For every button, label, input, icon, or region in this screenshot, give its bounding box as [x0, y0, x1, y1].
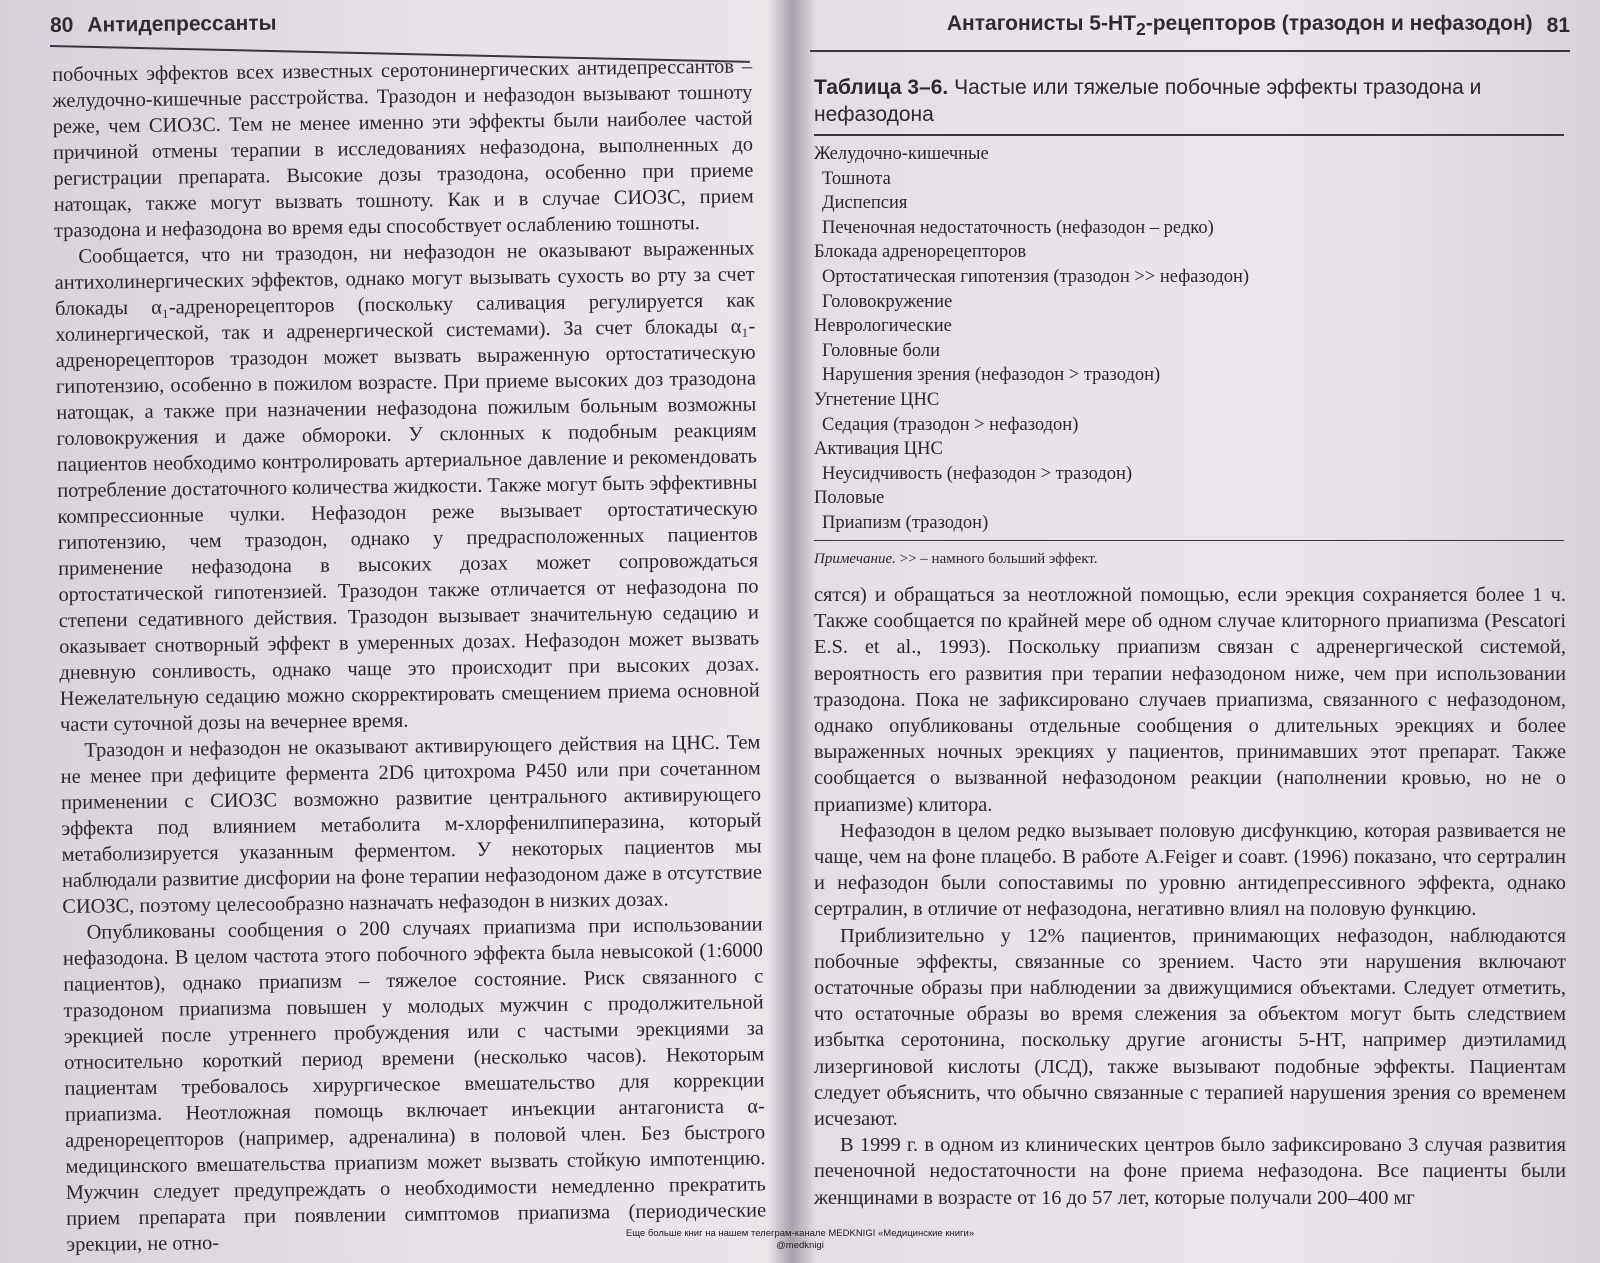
table-note-label: Примечание. [814, 551, 896, 567]
table-item-row: Седация (тразодон > нефазодон) [822, 414, 1079, 435]
table-category-row: Активация ЦНС [814, 439, 943, 460]
telegram-watermark [600, 1228, 1000, 1252]
table-label: Таблица 3–6. [814, 76, 949, 99]
left-page-number: 80 [49, 13, 74, 37]
table-category-row: Половые [814, 488, 885, 509]
side-effects-table [814, 74, 1564, 568]
table-item-row: Печеночная недостаточность (нефазодон – редко) [822, 217, 1214, 238]
table-item-row: Диспепсия [822, 193, 908, 214]
right-head-rule [810, 50, 1570, 52]
right-page [780, 0, 1600, 1263]
right-running-title-sub: 2 [1135, 19, 1146, 40]
table-category-row: Желудочно-кишечные [814, 144, 989, 164]
table-note-text: >> – намного больший эффект. [895, 551, 1098, 567]
right-paragraph-4: В 1999 г. в одном из клинических центров было зафиксировано 3 случая развития печеночной недостаточности на фоне приема нефазодона. Все пациенты были женщинами в возрасте от 16 до 57 лет, которые получали 200–400 мг [814, 1134, 1566, 1209]
table-rows [814, 142, 1564, 536]
left-running-title: Антидепрессанты [87, 11, 277, 37]
right-running-head [810, 8, 1570, 44]
left-body-text [52, 53, 767, 1257]
right-page-number: 81 [1546, 14, 1570, 37]
table-caption: Частые или тяжелые побочные эффекты тразодона и нефазодона [814, 76, 1482, 126]
left-page [0, 0, 780, 1263]
left-running-head [50, 1, 750, 44]
table-note [814, 551, 1564, 568]
table-title [814, 74, 1564, 128]
table-item-row: Головные боли [822, 340, 941, 361]
table-top-rule [814, 134, 1564, 136]
right-paragraph-1: сятся) и обращаться за неотложной помощью, если эрекция сохраняется более 1 ч. Также сообщается по крайней мере об одном случае клиторного приапизма (Pescatori E.S. et al., 1993). Поскольку приапизм связан с адренергической системой, вероятность его развития при терапии нефазодоном ниже, чем при использовании тразодона. Пока не зафиксировано случаев приапизма, связанного с нефазодоном, однако опубликованы отдельные сообщения о длительных эрекциях и более выраженных ночных эрекциях у пациентов, принимавших этот препарат. Также сообщается о вызванной нефазодоном реакции (наполнении кровью, но не о приапизме) клитора. [814, 584, 1566, 816]
table-item-row: Тошнота [822, 168, 891, 189]
right-paragraph-2: Нефазодон в целом редко вызывает половую дисфункцию, которая развивается не чаще, чем на фоне плацебо. В работе A.Feiger и соавт. (1996) показано, что сертралин и нефазодон были сопоставимы по уровню антидепрессивного эффекта, однако сертралин, в отличие от нефазодона, негативно влиял на половую функцию. [814, 819, 1566, 921]
table-item-row: Головокружение [822, 291, 953, 312]
right-running-title-rest: -рецепторов (тразодон и нефазодон) [1145, 11, 1533, 35]
left-paragraph-1: побочных эффектов всех известных серотонинергических антидепрессантов – желудочно-кишечные расстройства. Тразодон и нефазодон вызывают тошноту реже, чем СИОЗС. Тем не менее именно эти эффекты были наиболее частой причиной отмены терапии в исследованиях нефазодона, выполненных до регистрации препарата. Высокие дозы тразодона, особенно при приеме натощак, также могут вызвать тошноту. Как и в случае СИОЗС, прием тразодона и нефазодона во время еды способствует ослаблению тошноты. [52, 55, 754, 242]
watermark-line-1: Еще больше книг на нашем телеграм-канале MEDKNIGI «Медицинские книги» [625, 1228, 975, 1239]
right-running-title [947, 12, 1533, 40]
right-paragraph-3: Приблизительно у 12% пациентов, принимающих нефазодон, наблюдаются побочные эффекты, связанные со зрением. Часто эти нарушения включают остаточные образы при наблюдении за движущимися объектами. Следует отметить, что остаточные образы во время слежения за объектом могут быть следствием избытка серотонина, поскольку другие агонисты 5-HT, например диэтиламид лизергиновой кислоты (ЛСД), также вызывают подобные эффекты. Пациентам следует объяснить, что обычно связанные с терапией нарушения зрения со временем исчезают. [814, 924, 1566, 1131]
watermark-line-2: @medknigi [776, 1240, 824, 1251]
table-item-row: Неусидчивость (нефазодон > тразодон) [822, 463, 1133, 484]
table-item-row: Ортостатическая гипотензия (тразодон >> нефазодон) [822, 266, 1250, 287]
left-paragraph-2: Сообщается, что ни тразодон, ни нефазодон не оказывают выраженных антихолинергических эффектов, однако могут вызывать сухость во рту за счет блокады α₁-адренорецепторов (поскольку саливация регулируется как холинергической, так и адренергической системами). За счет блокады α₁-адренорецепторов тразодон может вызвать выраженную ортостатическую гипотензию, особенно в пожилом возрасте. При приеме высоких доз тразодона натощак, а также при назначении нефазодона пожилым больным возможны головокружения и даже обмороки. У склонных к подобным реакциям пациентов необходимо контролировать артериальное давление и рекомендовать потребление достаточного количества жидкости. Также могут быть эффективны компрессионные чулки. Нефазодон реже вызывает ортостатическую гипотензию, чем тразодон, однако у предрасположенных пациентов применение нефазодона в высоких дозах может сопровождаться ортостатической гипотензией. Тразодон также отличается от нефазодона по степени седативного действия. Тразодон вызывает значительную седацию и оказывает снотворный эффект в умеренных дозах. Нефазодон может вызвать дневную сонливость, однако чаще это происходит при высоких дозах. Нежелательную седацию можно скорректировать смещением приема основной части суточной дозы на вечернее время. [54, 237, 760, 736]
left-paragraph-3: Тразодон и нефазодон не оказывают активирующего действия на ЦНС. Тем не менее при дефиците фермента 2D6 цитохрома P450 или при сочетанном применении с СИОЗС возможно развитие центрального активирующего эффекта под влиянием метаболита м-хлорфенилпиперазина, который метаболизируется указанным ферментом. У некоторых пациентов мы наблюдали развитие дисфории на фоне терапии нефазодоном даже в отсутствие СИОЗС, поэтому целесообразно назначать нефазодон в низких дозах. [60, 731, 763, 918]
table-category-row: Неврологические [814, 316, 952, 337]
right-running-title-main: Антагонисты 5-HT [946, 11, 1136, 35]
table-item-row: Нарушения зрения (нефазодон > тразодон) [822, 365, 1161, 386]
left-paragraph-4: Опубликованы сообщения о 200 случаях приапизма при использовании нефазодона. В целом частота этого побочного эффекта была невысокой (1:6000 пациентов), однако приапизм – тяжелое состояние. Риск связанного с тразодоном приапизма повышен у молодых мужчин с продолжительной эрекцией после утреннего пробуждения или с частыми эрекциями за относительно короткий период времени (несколько часов). Некоторым пациентам требовалось хирургическое вмешательство для коррекции приапизма. Неотложная помощь включает инъекции антагониста α-адренорецепторов (например, адреналина) в половой член. Без быстрого медицинского вмешательства приапизм может вызвать стойкую импотенцию. Мужчин следует предупреждать о необходимости немедленно прекратить прием препарата при появлении симптомов приапизма (периодические эрекции, не отно- [62, 913, 767, 1256]
table-category-row: Блокада адренорецепторов [814, 242, 1027, 263]
table-category-row: Угнетение ЦНС [814, 389, 940, 410]
table-bottom-rule [814, 540, 1564, 542]
right-body-text [814, 582, 1566, 1211]
table-item-row: Приапизм (тразодон) [822, 512, 989, 533]
